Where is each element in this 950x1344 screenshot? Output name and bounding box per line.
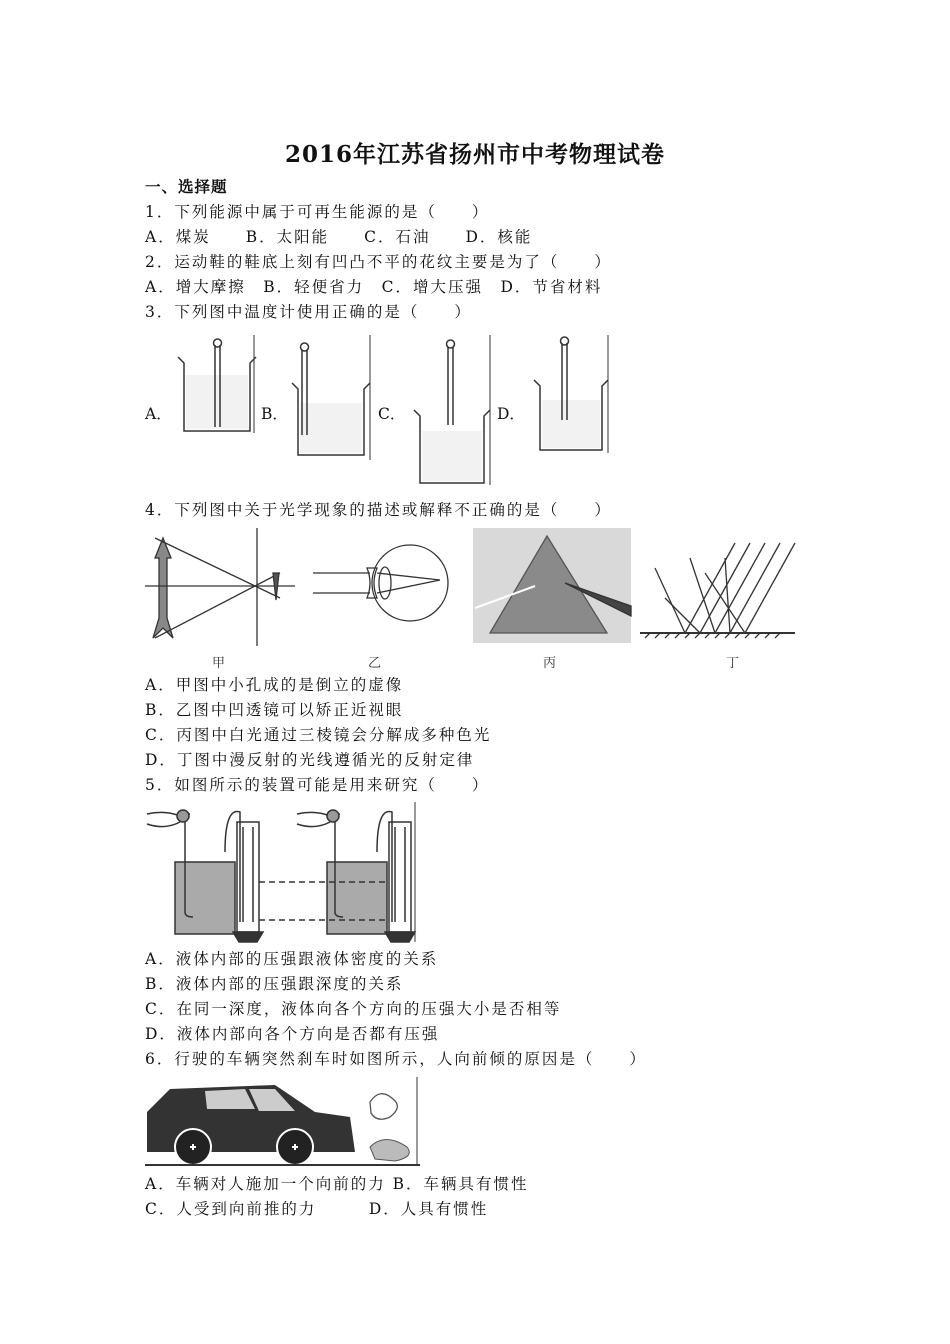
q6-option-cd: C．人受到向前推的力 D．人具有惯性 [145, 1200, 489, 1218]
q4-caption-ding: 丁 [726, 656, 740, 671]
q1-options: A．煤炭 B．太阳能 C．石油 D．核能 [145, 228, 533, 246]
q5-stem: 5．如图所示的装置可能是用来研究（ ） [145, 776, 490, 794]
q4-option-d: D．丁图中漫反射的光线遵循光的反射定律 [145, 751, 475, 769]
q4-option-c: C．丙图中白光通过三棱镜会分解成多种色光 [145, 726, 492, 744]
q5-option-b: B．液体内部的压强跟深度的关系 [145, 975, 404, 993]
section-heading: 一、选择题 [145, 177, 228, 196]
page-title: 2016年江苏省扬州市中考物理试卷 [284, 141, 665, 168]
q3-label-c: C． [378, 405, 406, 423]
q4-caption-yi: 乙 [368, 656, 382, 671]
pressure-gauge-icon [145, 802, 420, 942]
q2-stem: 2．运动鞋的鞋底上刻有凹凸不平的花纹主要是为了（ ） [145, 253, 612, 271]
q3-stem: 3．下列图中温度计使用正确的是（ ） [145, 303, 472, 321]
q6-stem: 6．行驶的车辆突然刹车时如图所示，人向前倾的原因是（ ） [145, 1050, 647, 1068]
q2-options: A．增大摩擦 B．轻便省力 C．增大压强 D．节省材料 [145, 278, 603, 296]
q3-label-d: D． [497, 405, 525, 423]
q3-label-a: A． [145, 405, 172, 423]
q6-option-ab: A．车辆对人施加一个向前的力 B．车辆具有惯性 [145, 1175, 529, 1193]
optics-diagram-icon [145, 528, 800, 646]
q5-option-d: D．液体内部向各个方向是否都有压强 [145, 1025, 440, 1043]
thermometer-beaker-icon [170, 335, 620, 490]
q3-label-b: B． [261, 405, 288, 423]
q4-option-b: B．乙图中凹透镜可以矫正近视眼 [145, 701, 404, 719]
q5-option-a: A．液体内部的压强跟液体密度的关系 [145, 950, 439, 968]
q4-stem: 4．下列图中关于光学现象的描述或解释不正确的是（ ） [145, 501, 612, 519]
car-braking-icon [145, 1077, 420, 1169]
q5-option-c: C．在同一深度，液体向各个方向的压强大小是否相等 [145, 1000, 562, 1018]
q4-caption-bing: 丙 [543, 656, 557, 671]
q4-option-a: A．甲图中小孔成的是倒立的虚像 [145, 676, 404, 694]
q1-stem: 1．下列能源中属于可再生能源的是（ ） [145, 203, 490, 221]
q4-caption-jia: 甲 [212, 656, 226, 671]
